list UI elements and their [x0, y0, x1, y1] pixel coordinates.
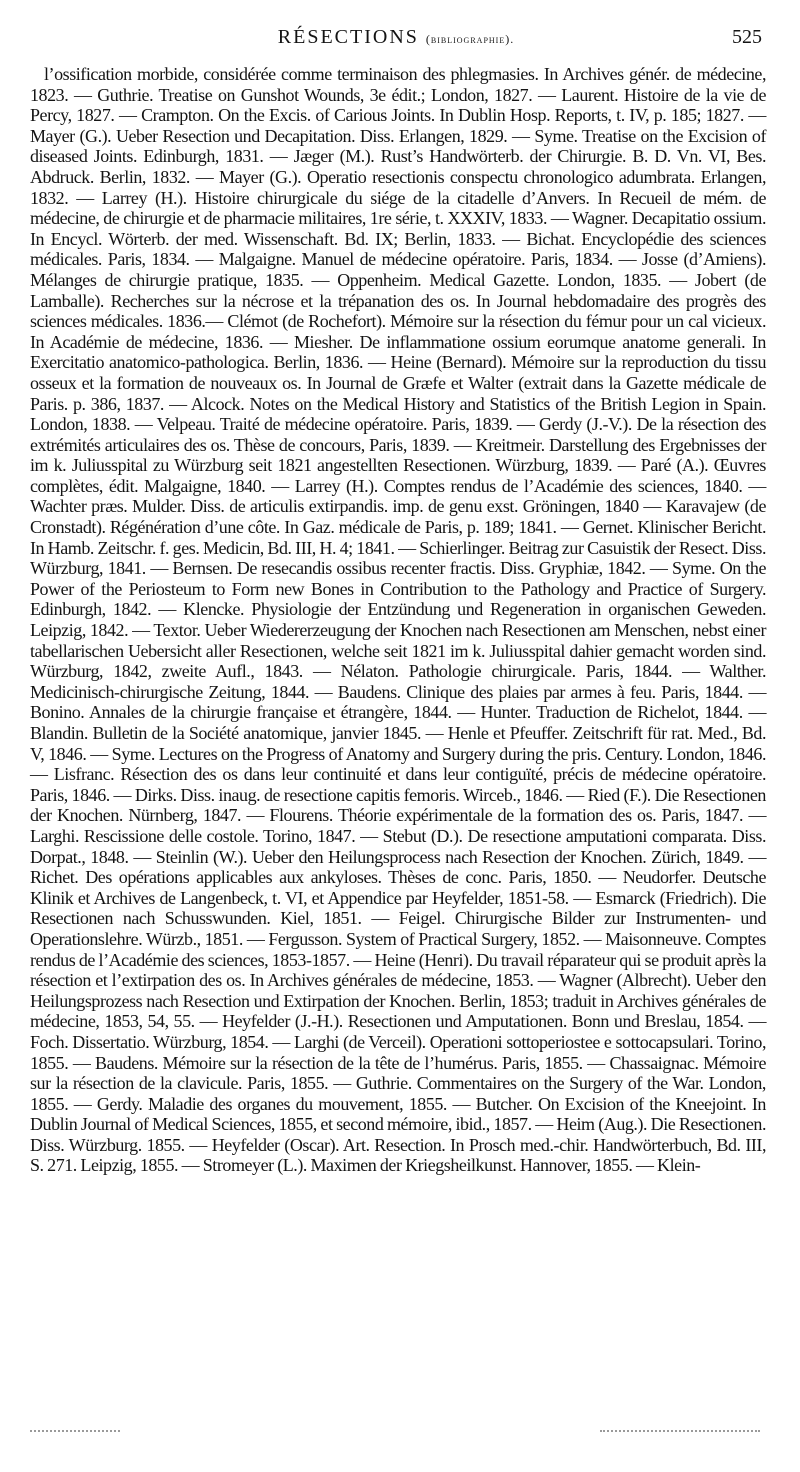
footer-rule-right: [600, 1430, 760, 1432]
page-header: [30, 22, 762, 62]
page-number: 525: [732, 26, 762, 48]
footer-rule-left: [30, 1430, 120, 1432]
header-title: RÉSECTIONS: [277, 26, 419, 48]
header-subtitle: (bibliographie).: [425, 32, 515, 46]
running-title: [30, 26, 762, 49]
bibliography-text: l’ossification morbide, considérée comme terminaison des phlegmasies. In Archives génér. de médecine, 1823. — Guthrie. Treatise on Gunshot Wounds, 3e édit.; London, 1827. — Laurent. Histoire de la vie de Percy, 1827. — Crampton. On the Excis. of Carious Joints. In Dublin Hosp. Reports, t. IV, p. 185; 1827. — Mayer (G.). Ueber Resection und Decapitation. Diss. Erlangen, 1829. — Syme. Treatise on the Excision of diseased Joints. Edinburgh, 1831. — Jæger (M.). Rust’s Handwörterb. der Chirurgie. B. D. Vn. VI, Bes. Abdruck. Berlin, 1832. — Mayer (G.). Operatio resectionis conspectu chronologico adumbrata. Erlangen, 1832. — Larrey (H.). Histoire chirurgicale du siége de la citadelle d’Anvers. In Recueil de mém. de médecine, de chirurgie et de pharmacie militaires, 1re série, t. XXXIV, 1833. — Wagner. Decapitatio ossium. In Encycl. Wörterb. der med. Wissenschaft. Bd. IX; Berlin, 1833. — Bichat. Encyclopédie des sciences médicales. Paris, 1834. — Malgaigne. Manuel de médecine opératoire. Paris, 1834. — Josse (d’Amiens). Mélanges de chirurgie pratique, 1835. — Oppenheim. Medical Gazette. London, 1835. — Jobert (de Lamballe). Recherches sur la nécrose et la trépanation des os. In Journal hebdomadaire des progrès des sciences médicales. 1836.— Clémot (de Rochefort). Mémoire sur la résection du fémur pour un cal vicieux. In Académie de médecine, 1836. — Miesher. De inflammatione ossium eorumque anatome generali. In Exercitatio anatomico-pathologica. Berlin, 1836. — Heine (Bernard). Mémoire sur la reproduction du tissu osseux et la formation de nouveaux os. In Journal de Græfe et Walter (extrait dans la Gazette médicale de Paris. p. 386, 1837. — Alcock. Notes on the Medical History and Statistics of the British Legion in Spain. London, 1838. — Velpeau. Traité de médecine opératoire. Paris, 1839. — Gerdy (J.-V.). De la résection des extrémités articulaires des os. Thèse de concours, Paris, 1839. — Kreitmeir. Darstellung des Ergebnisses der im k. Juliusspital zu Würzburg seit 1821 angestellten Resectionen. Würzburg, 1839. — Paré (A.). Œuvres complètes, édit. Malgaigne, 1840. — Larrey (H.). Comptes rendus de l’Académie des sciences, 1840. — Wachter præs. Mulder. Diss. de articulis extirpandis. imp. de genu exst. Gröningen, 1840 — Karavajew (de Cronstadt). Régénération d’une côte. In Gaz. médicale de Paris, p. 189; 1841. — Gernet. Klinischer Bericht. In Hamb. Zeitschr. f. ges. Medicin, Bd. III, H. 4; 1841. — Schierlinger. Beitrag zur Casuistik der Resect. Diss. Würzburg, 1841. — Bernsen. De resecandis ossibus recenter fractis. Diss. Gryphiæ, 1842. — Syme. On the Power of the Periosteum to Form new Bones in Contribution to the Pathology and Practice of Surgery. Edinburgh, 1842. — Klencke. Physiologie der Entzündung und Regeneration in organischen Geweden. Leipzig, 1842. — Textor. Ueber Wiedererzeugung der Knochen nach Resectionen am Menschen, nebst einer tabellarischen Uebersicht aller Resectionen, welche seit 1821 im k. Juliusspital dahier gemacht worden sind. Würzburg, 1842, zweite Aufl., 1843. — Nélaton. Pathologie chirurgicale. Paris, 1844. — Walther. Medicinisch-chirurgische Zeitung, 1844. — Baudens. Clinique des plaies par armes à feu. Paris, 1844. — Bonino. Annales de la chirurgie française et étrangère, 1844. — Hunter. Traduction de Richelot, 1844. — Blandin. Bulletin de la Société anatomique, janvier 1845. — Henle et Pfeuffer. Zeitschrift für rat. Med., Bd. V, 1846. — Syme. Lectures on the Progress of Anatomy and Surgery during the pris. Century. London, 1846. — Lisfranc. Résection des os dans leur continuité et dans leur contiguïté, précis de médecine opératoire. Paris, 1846. — Dirks. Diss. inaug. de resectione capitis femoris. Wirceb., 1846. — Ried (F.). Die Resectionen der Knochen. Nürnberg, 1847. — Flourens. Théorie expérimentale de la formation des os. Paris, 1847. — Larghi. Rescissione delle costole. Torino, 1847. — Stebut (D.). De resectione amputationi comparata. Diss. Dorpat., 1848. — Steinlin (W.). Ueber den Heilungsprocess nach Resection der Knochen. Zürich, 1849. — Richet. Des opérations applicables aux ankyloses. Thèses de conc. Paris, 1850. — Neudorfer. Deutsche Klinik et Archives de Langenbeck, t. VI, et Appendice par Heyfelder, 1851-58. — Esmarck (Friedrich). Die Resectionen nach Schusswunden. Kiel, 1851. — Feigel. Chirurgische Bilder zur Instrumenten- und Operationslehre. Würzb., 1851. — Fergusson. System of Practical Surgery, 1852. — Maisonneuve. Comptes rendus de l’Académie des sciences, 1853-1857. — Heine (Henri). Du travail réparateur qui se produit après la résection et l’extirpation des os. In Archives générales de médecine, 1853. — Wagner (Albrecht). Ueber den Heilungsprozess nach Resection und Extirpation der Knochen. Berlin, 1853; traduit in Archives générales de médecine, 1853, 54, 55. — Heyfelder (J.-H.). Resectionen und Amputationen. Bonn und Breslau, 1854. — Foch. Dissertatio. Würzburg, 1854. — Larghi (de Verceil). Operationi sottoperiostee e sottocapsulari. Torino, 1855. — Baudens. Mémoire sur la résection de la tête de l’humérus. Paris, 1855. — Chassaignac. Mémoire sur la résection de la clavicule. Paris, 1855. — Guthrie. Commentaires on the Surgery of the War. London, 1855. — Gerdy. Maladie des organes du mouvement, 1855. — Butcher. On Excision of the Kneejoint. In Dublin Journal of Medical Sciences, 1855, et second mémoire, ibid., 1857. — Heim (Aug.). Die Resectionen. Diss. Würzburg. 1855. — Heyfelder (Oscar). Art. Resection. In Prosch med.-chir. Handwörterbuch, Bd. III, S. 271. Leipzig, 1855. — Stromeyer (L.). Maximen der Kriegsheilkunst. Hannover, 1855. — Klein-: [30, 64, 766, 1176]
